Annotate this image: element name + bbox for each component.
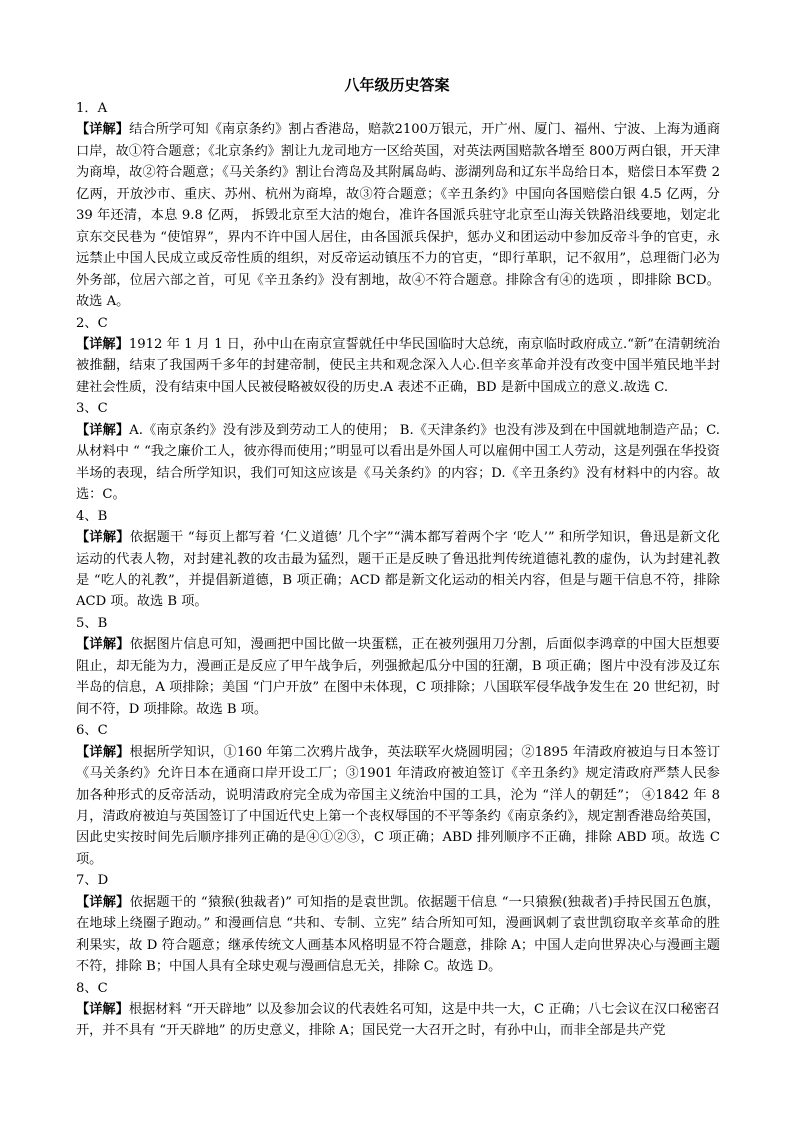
detail-label: 【详解】 (76, 530, 130, 546)
answer-list (76, 98, 720, 1042)
detail-label: 【详解】 (76, 637, 130, 653)
detail-text: 依据题干的 “猿猴(独裁者)” 可知指的是袁世凯。依据题干信息 “一只猿猴(独裁者)手持民国五色旗，在地球上绕圈子跑动。” 和漫画信息 “共和、专制、立宪” 结合所知可知，漫画讽刺了袁世凯窃取辛亥革命的胜利果实，故 D 符合题意；继承传统文人画基本风格明显不符合题意，排除 A；中国人走向世界决心与漫画主题不符，排除 B；中国人具有全球史观与漫画信息无关，排除 C。故选 D。 (76, 894, 720, 975)
question-number: 5、B (76, 615, 108, 631)
question-number: 4、B (76, 508, 108, 524)
detail-label: 【详解】 (76, 336, 129, 352)
question-number: 2、C (76, 315, 108, 331)
question-number: 3、C (76, 401, 108, 417)
detail-text: 根据所学知识，①160 年第二次鸦片战争，英法联军火烧圆明园；②1895 年清政府被迫与日本签订《马关条约》允许日本在通商口岸开设工厂；③1901 年清政府被迫签订《辛丑条约》规定清政府严禁人民参加各种形式的反帝活动，说明清政府完全成为帝国主义统治中国的工具，沦为 “洋人的朝廷”； ④1842 年 8 月，清政府被迫与英国签订了中国近代史上第一个丧权辱国的不平等条约《南京条约》，规定割香港岛给英国，因此史实按时间先后顺序排列正确的是④①②③，C 项正确；ABD 排列顺序不正确，排除 ABD 项。故选 C 项。 (76, 744, 721, 867)
question-detail (76, 420, 720, 506)
detail-text: A.《南京条约》没有涉及到劳动工人的使用； B.《天津条约》也没有涉及到在中国就地制造产品；C.从材料中 “ “我之廉价工人，彼亦得而使用；”明显可以看出是外国人可以雇佣中国工人劳动，这是列强在华投资半场的表现，结合所学知识，我们可知这应该是《马关条约》的内容；D.《辛丑条约》没有材料中的内容。故选：C。 (76, 422, 720, 503)
question-detail (76, 119, 720, 312)
page-title: 八年级历史答案 (344, 76, 450, 94)
question-number: 8、C (76, 980, 108, 996)
detail-label: 【详解】 (76, 744, 130, 760)
detail-text: 依据图片信息可知，漫画把中国比做一块蛋糕，正在被列强用刀分割，后面似李鸿章的中国大臣想要阻止，却无能为力，漫画正是反应了甲午战争后，列强掀起瓜分中国的狂潮，B 项正确；图片中没有涉及辽东半岛的信息，A 项排除；美国 “门户开放” 在图中未体现，C 项排除；八国联军侵华战争发生在 20 世纪初，时间不符，D 项排除。故选 B 项。 (76, 637, 720, 717)
question-detail (76, 334, 720, 398)
detail-text: 1912 年 1 月 1 日，孙中山在南京宣誓就任中华民国临时大总统，南京临时政府成立.“新”在清朝统治被推翻，结束了我国两千多年的封建帝制，使民主共和观念深入人心.但辛亥革命并没有改变中国半殖民地半封建社会性质，没有结束中国人民被侵略被奴役的历史.A 表述不正确，BD 是新中国成立的意义.故选 C. (76, 336, 721, 395)
question-detail (76, 527, 720, 613)
detail-label: 【详解】 (76, 894, 130, 910)
question-detail (76, 999, 720, 1042)
detail-label: 【详解】 (76, 122, 130, 138)
detail-label: 【详解】 (76, 422, 130, 438)
question-number: 6、C (76, 723, 108, 739)
detail-label: 【详解】 (76, 1002, 129, 1018)
question-number: 1．A (76, 101, 108, 116)
detail-text: 依据题干 “每页上都写着 ‘仁义道德’ 几个字”“满本都写着两个字 ‘吃人’” 和所学知识，鲁迅是新文化运动的代表人物，对封建礼教的攻击最为猛烈，题干正是反映了鲁迅批判传统道德礼教的虚伪，认为封建礼教是 “吃人的礼教”，并提倡新道德，B 项正确；ACD 都是新文化运动的相关内容，但是与题干信息不符，排除 ACD 项。故选 B 项。 (76, 530, 720, 610)
question-detail (76, 634, 720, 720)
question-detail (76, 742, 720, 871)
question-detail (76, 892, 720, 978)
detail-text: 结合所学可知《南京条约》割占香港岛，赔款2100万银元，开广州、厦门、福州、宁波、上海为通商口岸，故①符合题意；《北京条约》割让九龙司地方一区给英国，对英法两国赔款各增至 800万两白银，开天津为商埠，故②符合题意；《马关条约》割让台湾岛及其附属岛屿、澎湖列岛和辽东半岛给日本，赔偿日本军费 2 亿两，开放沙市、重庆、苏州、杭州为商埠，故③符合题意；《辛丑条约》中国向各国赔偿白银 4.5 亿两，分 39 年还清，本息 9.8 亿两， 拆毁北京至大沽的炮台，准许各国派兵驻守北京至山海关铁路沿线要地，划定北京东交民巷为 “使馆界”，界内不许中国人居住，由各国派兵保护，惩办义和团运动中参加反帝斗争的官吏，永远禁止中国人民成立或反帝性质的组织，对反帝运动镇压不力的官吏，“即行革职，记不叙用”，总理衙门必为外务部，位居六部之首，可见《辛丑条约》没有割地，故④不符合题意。排除含有④的选项 ，即排除 BCD。故选 A。 (76, 122, 721, 310)
question-number: 7、D (76, 873, 109, 889)
detail-text: 根据材料 “开天辟地” 以及参加会议的代表姓名可知，这是中共一大，C 正确；八七会议在汉口秘密召开，并不具有 “开天辟地” 的历史意义，排除 A；国民党一大召开之时，有孙中山，而非全部是共产党 (76, 1002, 720, 1039)
